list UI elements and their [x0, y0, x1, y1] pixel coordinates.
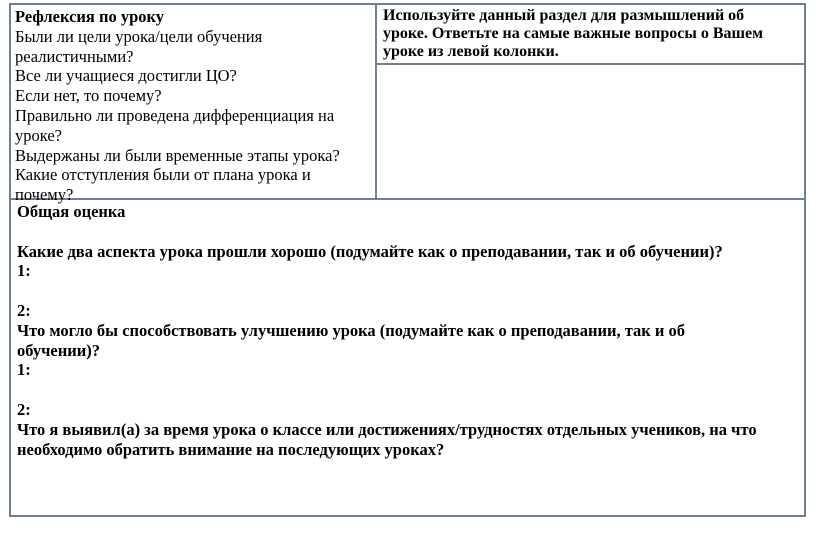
answer-label-1: 1:: [17, 360, 31, 380]
question-good-aspects: Какие два аспекта урока прошли хорошо (подумайте как о преподавании, так и об обучении)?: [17, 241, 723, 261]
question-line: Правильно ли проведена дифференциация на: [15, 105, 335, 125]
question-line: почему?: [15, 185, 74, 205]
instruction-line: Используйте данный раздел для размышлений об: [383, 7, 745, 24]
question-improvement-cont: обучении)?: [17, 340, 101, 360]
question-line: Выдержаны ли были временные этапы урока?: [15, 145, 340, 165]
question-line: реалистичными?: [15, 46, 134, 66]
answer-label-2: 2:: [17, 399, 31, 419]
reflection-answer-cell[interactable]: [377, 65, 804, 200]
question-line: уроке?: [15, 125, 63, 145]
answer-label-1: 1:: [17, 261, 31, 281]
reflection-instructions-cell: [377, 5, 804, 65]
instruction-line: уроке. Ответьте на самые важные вопросы о Вашем: [383, 25, 764, 42]
overall-assessment-cell: [11, 200, 804, 515]
answer-label-2: 2:: [17, 300, 31, 320]
overall-title: Общая оценка: [17, 202, 126, 221]
question-line: Все ли учащиеся достигли ЦО?: [15, 66, 237, 86]
question-line: Были ли цели урока/цели обучения: [15, 26, 263, 46]
reflection-title: Рефлексия по уроку: [15, 7, 165, 26]
question-findings: Что я выявил(а) за время урока о классе или достижениях/трудностях отдельных учеников, на что: [17, 419, 757, 439]
question-improvement: Что могло бы способствовать улучшению урока (подумайте как о преподавании, так и об: [17, 320, 686, 340]
instruction-line: уроке из левой колонки.: [383, 43, 559, 60]
question-findings-cont: необходимо обратить внимание на последующих уроках?: [17, 439, 445, 459]
question-line: Какие отступления были от плана урока и: [15, 165, 311, 185]
reflection-questions-cell: [11, 5, 377, 205]
reflection-table: [9, 3, 806, 517]
question-line: Если нет, то почему?: [15, 86, 162, 106]
